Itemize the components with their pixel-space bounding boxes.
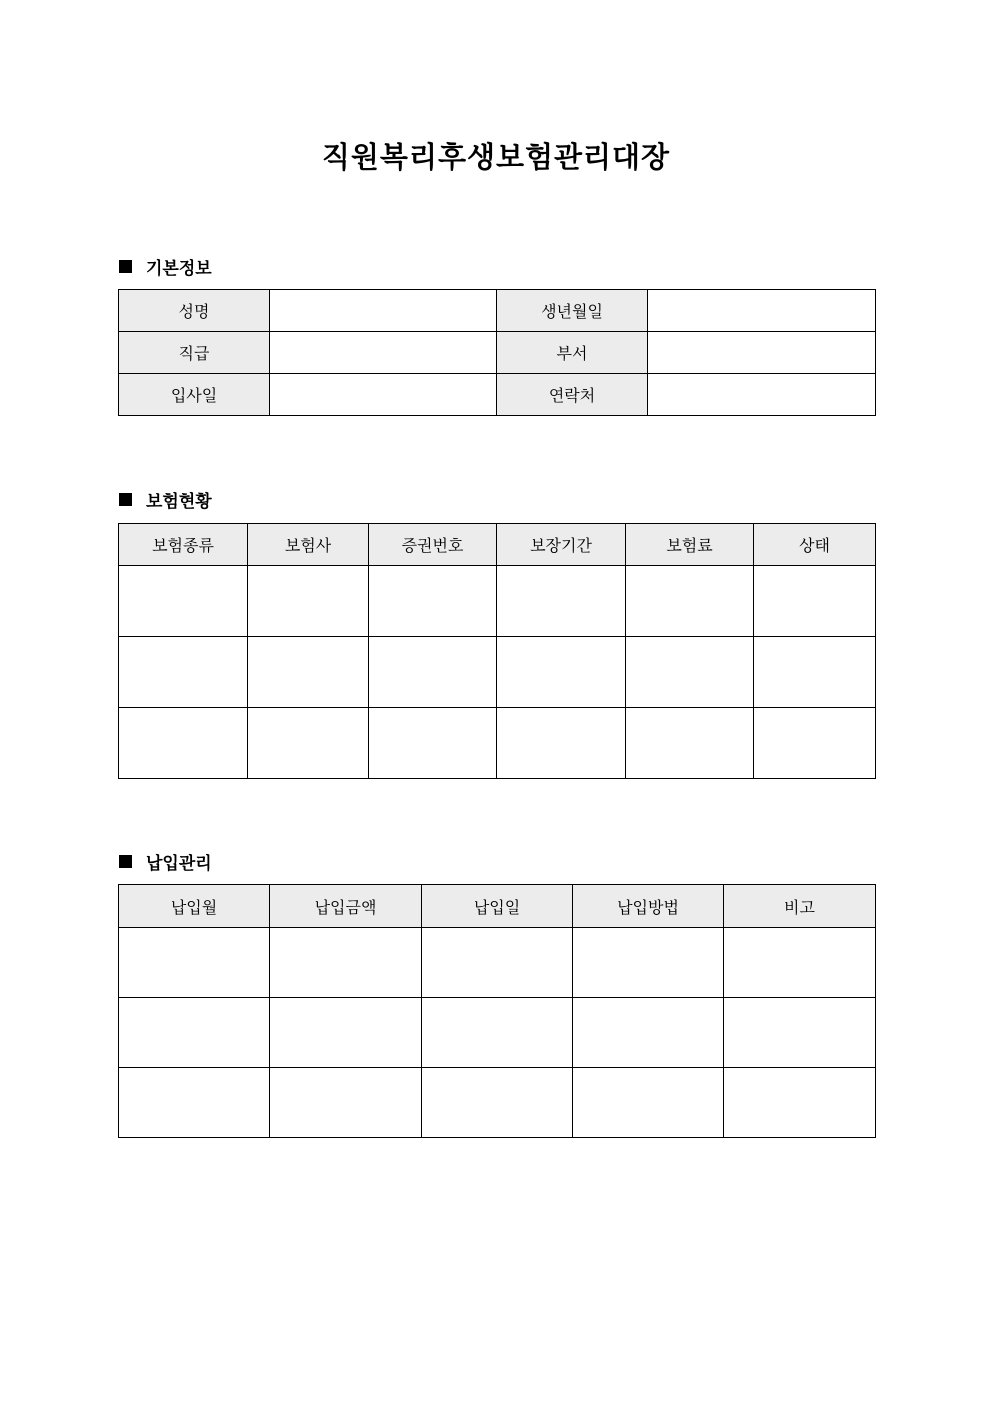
column-header-insurer: 보험사 xyxy=(248,524,369,566)
field-label-position: 직급 xyxy=(119,332,270,374)
table-cell[interactable] xyxy=(754,637,876,708)
department-field[interactable] xyxy=(648,332,876,374)
column-header-insurance-type: 보험종류 xyxy=(119,524,248,566)
table-cell[interactable] xyxy=(573,998,724,1068)
section-heading-payment xyxy=(119,849,212,874)
square-bullet-icon xyxy=(119,855,132,868)
column-header-status: 상태 xyxy=(754,524,876,566)
table-row xyxy=(119,708,876,779)
table-cell[interactable] xyxy=(724,1068,876,1138)
table-cell[interactable] xyxy=(119,928,270,998)
table-row xyxy=(119,566,876,637)
section-heading-insurance xyxy=(119,487,212,512)
hire-date-field[interactable] xyxy=(270,374,497,416)
section-heading-label: 납입관리 xyxy=(146,854,212,874)
square-bullet-icon xyxy=(119,493,132,506)
contact-field[interactable] xyxy=(648,374,876,416)
section-heading-label: 기본정보 xyxy=(146,259,212,279)
table-cell[interactable] xyxy=(754,566,876,637)
field-label-contact: 연락처 xyxy=(497,374,648,416)
column-header-premium: 보험료 xyxy=(626,524,754,566)
table-cell[interactable] xyxy=(119,1068,270,1138)
table-cell[interactable] xyxy=(119,998,270,1068)
table-cell[interactable] xyxy=(248,566,369,637)
basic-info-table xyxy=(118,289,876,416)
column-header-policy-number: 증권번호 xyxy=(369,524,497,566)
square-bullet-icon xyxy=(119,260,132,273)
table-cell[interactable] xyxy=(369,708,497,779)
table-cell[interactable] xyxy=(248,637,369,708)
table-row xyxy=(119,290,876,332)
table-cell[interactable] xyxy=(422,928,573,998)
field-label-name: 성명 xyxy=(119,290,270,332)
table-cell[interactable] xyxy=(497,637,626,708)
section-heading-basic-info xyxy=(119,254,212,279)
column-header-coverage-period: 보장기간 xyxy=(497,524,626,566)
name-field[interactable] xyxy=(270,290,497,332)
column-header-remarks: 비고 xyxy=(724,885,876,928)
table-row xyxy=(119,332,876,374)
table-row xyxy=(119,374,876,416)
table-cell[interactable] xyxy=(369,566,497,637)
column-header-payment-month: 납입월 xyxy=(119,885,270,928)
table-cell[interactable] xyxy=(119,566,248,637)
table-cell[interactable] xyxy=(497,708,626,779)
insurance-table xyxy=(118,523,876,779)
payment-table xyxy=(118,884,876,1138)
table-row xyxy=(119,637,876,708)
table-cell[interactable] xyxy=(724,928,876,998)
page-title: 직원복리후생보험관리대장 xyxy=(321,140,671,174)
table-cell[interactable] xyxy=(369,637,497,708)
position-field[interactable] xyxy=(270,332,497,374)
table-cell[interactable] xyxy=(626,566,754,637)
table-cell[interactable] xyxy=(626,637,754,708)
table-cell[interactable] xyxy=(422,1068,573,1138)
table-header-row xyxy=(119,885,876,928)
field-label-department: 부서 xyxy=(497,332,648,374)
table-cell[interactable] xyxy=(270,998,422,1068)
table-cell[interactable] xyxy=(270,1068,422,1138)
column-header-payment-method: 납입방법 xyxy=(573,885,724,928)
table-cell[interactable] xyxy=(422,998,573,1068)
table-cell[interactable] xyxy=(573,1068,724,1138)
table-cell[interactable] xyxy=(573,928,724,998)
field-label-birthdate: 생년월일 xyxy=(497,290,648,332)
birthdate-field[interactable] xyxy=(648,290,876,332)
table-header-row xyxy=(119,524,876,566)
table-cell[interactable] xyxy=(119,708,248,779)
table-row xyxy=(119,928,876,998)
table-cell[interactable] xyxy=(724,998,876,1068)
table-cell[interactable] xyxy=(248,708,369,779)
table-cell[interactable] xyxy=(270,928,422,998)
field-label-hire-date: 입사일 xyxy=(119,374,270,416)
table-cell[interactable] xyxy=(754,708,876,779)
column-header-payment-amount: 납입금액 xyxy=(270,885,422,928)
column-header-payment-date: 납입일 xyxy=(422,885,573,928)
table-cell[interactable] xyxy=(626,708,754,779)
table-row xyxy=(119,1068,876,1138)
table-cell[interactable] xyxy=(497,566,626,637)
table-row xyxy=(119,998,876,1068)
section-heading-label: 보험현황 xyxy=(146,492,212,512)
table-cell[interactable] xyxy=(119,637,248,708)
